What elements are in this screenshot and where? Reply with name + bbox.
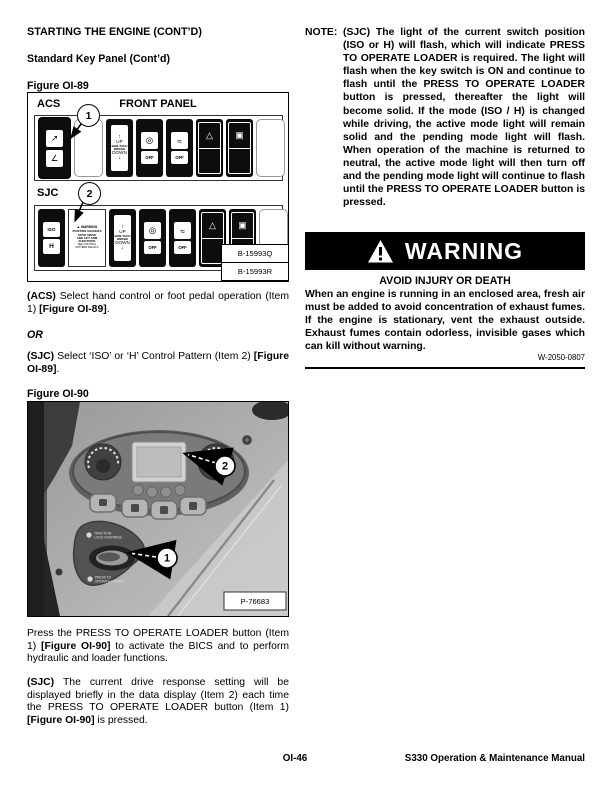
foot-pedal-icon: ∠ [46,150,63,167]
section-divider [305,367,585,369]
button-glyph [160,506,168,514]
iso-h-pattern-switch: ISO H [38,209,65,267]
callout-arrows [28,93,288,281]
bobtach-wedge-switch: ↑ UP BOB-TACH WEDGE DOWN ↓ [109,209,136,267]
cluster-button [175,485,185,495]
or-label: OR [27,329,43,341]
cluster-button [133,485,143,495]
text-run: The current drive response setting will be displayed briefly in the data display (Item 2) each time the PRESS TO OPERATE LOADER button (Item 1) [27,677,289,714]
button-glyph [189,502,197,510]
figure-reference: [Figure OI-90] [27,715,95,727]
figure-90-photo [27,401,289,617]
figure-reference: [Figure OI-89] [27,351,289,375]
traction-label-line2: LOCK OVERRIDE [94,535,122,540]
acs-tag: (ACS) [27,291,56,302]
note-block [305,26,585,209]
text-run: Select ‘ISO’ or ‘H’ Control Pattern (Item 2) [54,351,254,362]
warning-subtitle: AVOID INJURY OR DEATH [379,275,511,287]
traction-lock-icon [86,532,91,537]
section-heading: STARTING THE ENGINE (CONT’D) [27,26,202,38]
work-lights-icon: ▣ [228,122,251,149]
float-switch: ≈ OFF [169,209,196,267]
aux-hydraulics-icon: ◎ [144,222,161,239]
screw-icon [56,569,63,576]
paragraph-acs [27,291,289,316]
screw-center [246,439,249,442]
bobtach-wedge-switch: ↑ UP BOB-TACH WEDGE DOWN ↓ [106,119,133,177]
figure-ref-number: B-15993Q [221,244,289,263]
warning-triangle-icon [367,239,394,264]
left-gauge-hub [96,459,110,473]
button-glyph [131,504,139,512]
float-switch: ≈ OFF [166,119,193,177]
sjc-tag: (SJC) [27,351,55,362]
front-panel-label: FRONT PANEL [119,98,197,110]
text-run: Press the PRESS TO OPERATE LOADER button (Item 1) [27,628,289,652]
aux-hydraulics-icon: ◎ [141,132,158,149]
text-run: . [106,303,110,315]
aux-hydraulics-switch: ◎ OFF [136,119,163,177]
page-number: OI-46 [282,753,308,764]
warning-body: When an engine is running in an enclosed area, fresh air must be added to avoid concentration of exhaust fumes. If the engine is stationary, vent the exhaust outside. Exhaust fumes contain odorless, invisible gases which can kill without warning. [305,289,585,352]
instrument-panel-photo [28,402,288,616]
figure-ref-number: B-15993R [221,262,289,281]
door-frame [28,402,44,616]
cluster-button [161,487,171,497]
button-glyph [99,499,107,506]
press-button-center [98,553,120,562]
figure-reference: [Figure OI-90] [41,640,111,652]
sub-heading: Standard Key Panel (Cont’d) [27,53,171,65]
text-run: to activate the BICS and to perform hydraulic and loader functions. [27,640,289,665]
photo-ref-number: P-76683 [240,597,270,606]
paragraph-sjc-response [27,677,289,728]
callout-2: 2 [221,460,229,473]
callout-2: 2 [78,182,101,205]
text-run: . [56,363,60,375]
text-run: is pressed. [94,715,148,727]
aux-hydraulics-switch: ◎ OFF [139,209,166,267]
press-label-line1: PRESS TO [95,575,112,580]
note-text: (SJC) The light of the current switch position (ISO or H) will flash, which will indicate PRESS TO OPERATE LOADER is required. The light will flash when the key switch is ON and continue to flash until the PRESS TO OPERATE LOADER button is pressed, thereafter the light will become solid. If the mode (ISO / H) is changed while driving, the active mode light will remain solid and the pending mode light will flash. When operation of the machine is returned to neutral, the active mode light will then turn off and the pending mode light will continue to flash until the PRESS TO OPERATE LOADER button is pressed. [343,27,585,209]
warning-decal: ▲ WARNING POSITION CHANGES STICK DRIVE AND LIFT ARM FUNCTIONS SEE CONTROL PATTERN DECALS [68,209,106,267]
warning-banner [305,232,585,270]
work-lights-icon: ▣ [231,212,254,239]
float-icon: ≈ [174,222,191,239]
float-icon: ≈ [171,132,188,149]
hand-icon [87,576,92,581]
text-run: Select hand control or foot pedal operation (Item 1) [27,291,289,315]
warning-title: WARNING [404,237,524,264]
note-label: NOTE: [305,27,338,38]
sjc-tag: (SJC) [27,677,55,688]
data-display-screen [137,447,181,477]
hand-control-icon: ↗ [46,130,63,147]
figure-reference: [Figure OI-89] [39,303,107,315]
cluster-button [147,487,157,497]
figure-89 [27,92,289,282]
press-label-line2: OPERATE LOADER [95,579,124,584]
manual-title: S330 Operation & Maintenance Manual [404,753,585,764]
warning-code: W-2050-0807 [537,353,585,362]
hazard-triangle-icon: △ [198,122,221,149]
figure-90-caption: Figure OI-90 [27,388,89,400]
paragraph-press [27,628,289,666]
hazard-triangle-icon: △ [201,212,224,239]
figure-89-caption: Figure OI-89 [27,80,89,92]
callout-1: 1 [163,552,171,565]
paragraph-sjc [27,351,289,376]
acs-label: ACS [37,98,61,110]
sjc-label: SJC [37,187,59,199]
callout-1: 1 [77,104,100,127]
traction-label-line1: TRACTION [94,531,112,536]
